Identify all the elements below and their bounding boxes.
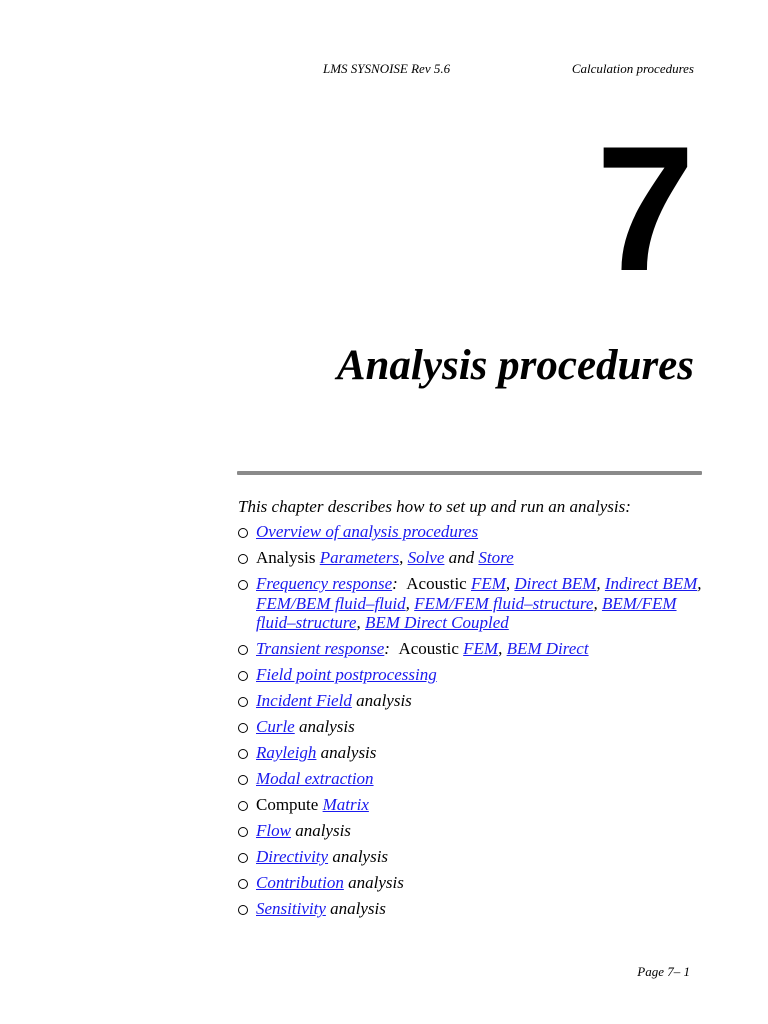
circle-bullet-icon xyxy=(238,528,248,538)
list-item xyxy=(238,522,708,542)
list-item xyxy=(238,821,708,841)
circle-bullet-icon xyxy=(238,775,248,785)
link-transient-response[interactable]: Transient response xyxy=(256,639,385,658)
circle-bullet-icon xyxy=(238,749,248,759)
circle-bullet-icon xyxy=(238,801,248,811)
analysis-suffix: analysis xyxy=(356,691,412,710)
running-header-section: Calculation procedures xyxy=(571,61,694,76)
list-item xyxy=(238,691,708,711)
link-fem[interactable]: FEM xyxy=(470,574,506,593)
running-header-title: LMS SYSNOISE Rev 5.6 xyxy=(323,61,451,76)
link-parameters[interactable]: Parameters xyxy=(319,548,400,567)
list-item: Transient response: Acoustic FEM, BEM Direct xyxy=(238,639,708,659)
circle-bullet-icon xyxy=(238,879,248,889)
link-store[interactable]: Store xyxy=(478,548,514,567)
and-text: and xyxy=(448,548,475,567)
circle-bullet-icon xyxy=(238,723,248,733)
link-fem-bem-fluid-fluid[interactable]: FEM/BEM fluid–fluid xyxy=(256,593,406,613)
list-item xyxy=(238,665,708,685)
link-bem-direct[interactable]: BEM Direct xyxy=(506,639,589,658)
chapter-number: 7 xyxy=(596,109,695,308)
link-direct-bem[interactable]: Direct BEM xyxy=(514,574,597,593)
link-matrix[interactable]: Matrix xyxy=(322,795,369,814)
link-bem-direct-coupled[interactable]: BEM Direct Coupled xyxy=(364,613,509,632)
link-rayleigh[interactable]: Rayleigh xyxy=(256,743,317,762)
analysis-suffix: analysis xyxy=(298,717,355,736)
link-contribution[interactable]: Contribution xyxy=(256,873,344,892)
link-incident-field[interactable]: Incident Field xyxy=(256,691,352,710)
list-item: Frequency response: Acoustic FEM, Direct BEM, Indirect BEM, FEM/BEM fluid–fluid, FEM/FEM fluid–structure, BEM/FEM fluid–structure, BEM Direct Coupled xyxy=(238,574,708,633)
list-item: Analysis Parameters, Solve and Store xyxy=(238,548,708,568)
compute-text: Compute xyxy=(256,795,319,814)
list-item xyxy=(238,769,708,789)
circle-bullet-icon xyxy=(238,697,248,707)
acoustic-text: Acoustic xyxy=(406,574,467,593)
analysis-suffix: analysis xyxy=(295,821,351,840)
link-frequency-response[interactable]: Frequency response xyxy=(256,574,393,593)
link-transient-fem[interactable]: FEM xyxy=(463,639,499,658)
chapter-contents-list xyxy=(238,522,708,925)
link-modal-extraction[interactable]: Modal extraction xyxy=(256,769,374,788)
link-overview[interactable]: Overview of analysis procedures xyxy=(256,522,479,541)
link-directivity[interactable]: Directivity xyxy=(256,847,329,866)
circle-bullet-icon xyxy=(238,853,248,863)
circle-bullet-icon xyxy=(238,671,248,681)
list-item xyxy=(238,717,708,737)
link-solve[interactable]: Solve xyxy=(407,548,445,567)
list-item xyxy=(238,873,708,893)
link-flow[interactable]: Flow xyxy=(256,821,291,840)
page-number: Page 7– 1 xyxy=(637,964,690,979)
analysis-suffix: analysis xyxy=(320,743,377,762)
divider-rule xyxy=(237,471,702,475)
intro-text: This chapter describes how to set up and run an analysis: xyxy=(238,497,631,516)
link-curle[interactable]: Curle xyxy=(256,717,295,736)
list-item xyxy=(238,795,708,815)
list-item xyxy=(238,743,708,763)
circle-bullet-icon xyxy=(238,905,248,915)
circle-bullet-icon xyxy=(238,554,248,564)
circle-bullet-icon xyxy=(238,827,248,837)
list-item xyxy=(238,899,708,919)
acoustic-text: Acoustic xyxy=(398,639,459,658)
circle-bullet-icon xyxy=(238,645,248,655)
analysis-suffix: analysis xyxy=(332,847,389,866)
link-field-point-postprocessing[interactable]: Field point postprocessing xyxy=(256,665,437,684)
link-indirect-bem[interactable]: Indirect BEM xyxy=(604,574,698,593)
circle-bullet-icon xyxy=(238,580,248,590)
link-bem-fem-fluid-structure[interactable]: BEM/FEM fluid–structure xyxy=(256,593,677,632)
analysis-text: Analysis xyxy=(256,548,316,567)
link-sensitivity[interactable]: Sensitivity xyxy=(256,899,326,918)
analysis-suffix: analysis xyxy=(348,873,404,892)
list-item xyxy=(238,847,708,867)
analysis-suffix: analysis xyxy=(330,899,386,918)
chapter-title: Analysis procedures xyxy=(336,342,694,389)
link-fem-fem-fluid-structure[interactable]: FEM/FEM fluid–structure xyxy=(414,593,594,613)
